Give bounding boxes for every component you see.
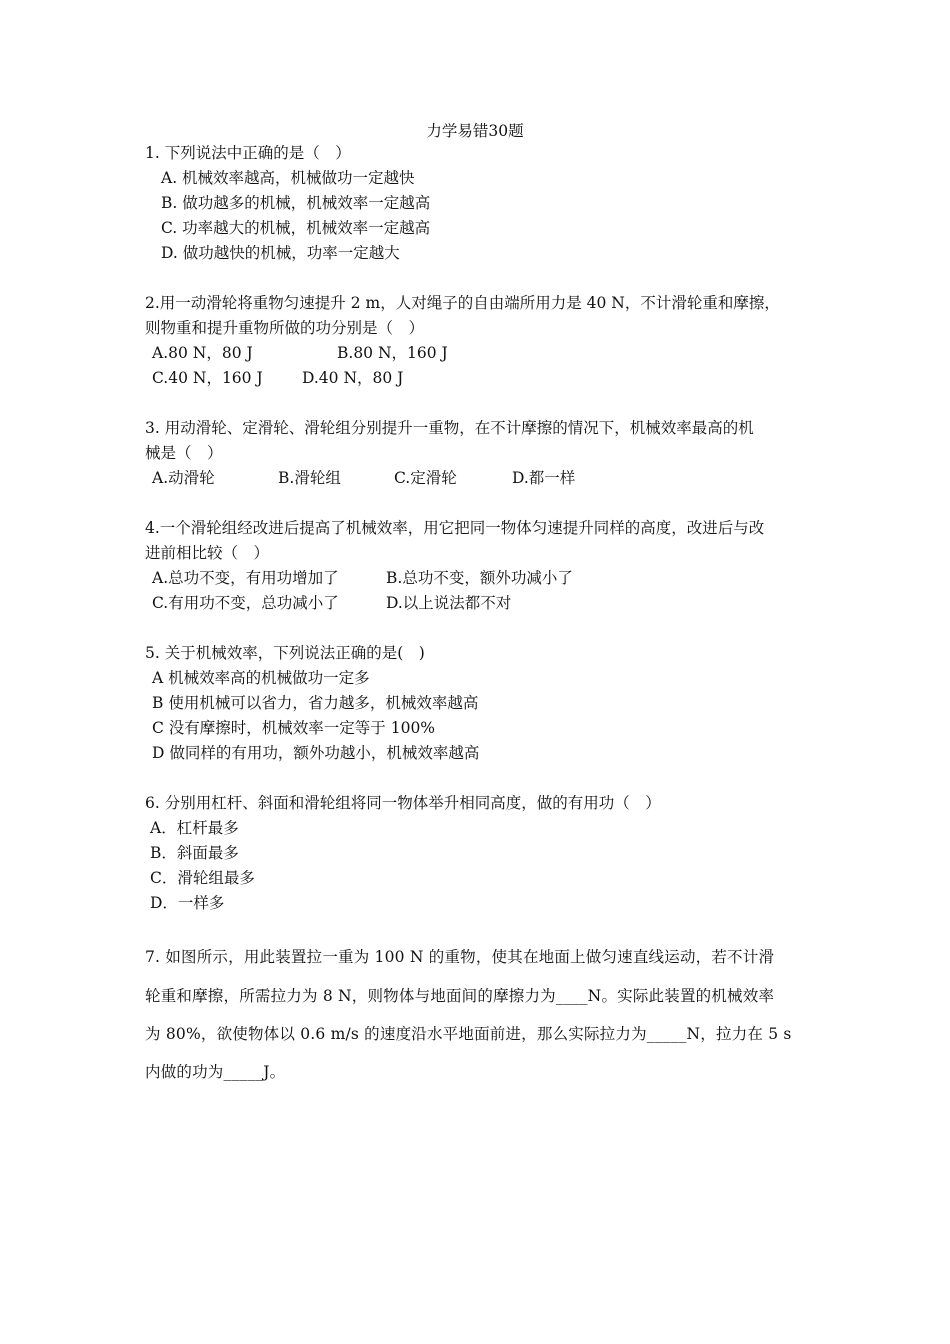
q1-option-a: A. 机械效率越高，机械做功一定越快 [161, 169, 415, 187]
q1-stem: 1. 下列说法中正确的是（ ） [145, 144, 351, 162]
q3-option-d: D.都一样 [512, 469, 576, 487]
q2-option-b: B.80 N，160 J [337, 344, 448, 362]
q2-stem-line-2: 则物重和提升重物所做的功分别是（ ） [145, 319, 425, 337]
q7-line-2: 轮重和摩擦，所需拉力为 8 N，则物体与地面间的摩擦力为____N。实际此装置的机械效率 [145, 987, 775, 1005]
q7-line-3: 为 80%，欲使物体以 0.6 m/s 的速度沿水平地面前进，那么实际拉力为_____N，拉力在 5 s [145, 1025, 792, 1043]
q4-option-d: D.以上说法都不对 [386, 594, 512, 612]
q1-option-d: D. 做功越快的机械，功率一定越大 [161, 244, 400, 262]
q4-stem-line-2: 进前相比较（ ） [145, 544, 270, 562]
q6-option-a: A．杠杆最多 [150, 819, 239, 837]
q5-option-b: B 使用机械可以省力，省力越多，机械效率越高 [152, 694, 479, 712]
q3-option-a: A.动滑轮 [152, 469, 215, 487]
q5-option-d: D 做同样的有用功，额外功越小，机械效率越高 [152, 744, 480, 762]
q2-stem-line-1: 2.用一动滑轮将重物匀速提升 2 m，人对绳子的自由端所用力是 40 N，不计滑轮重和摩擦， [145, 294, 780, 312]
q6-stem: 6. 分别用杠杆、斜面和滑轮组将同一物体举升相同高度，做的有用功（ ） [145, 794, 661, 812]
q6-option-d: D．一样多 [150, 894, 225, 912]
q4-option-b: B.总功不变，额外功减小了 [386, 569, 573, 587]
q2-option-c: C.40 N，160 J [152, 369, 263, 387]
q3-option-b: B.滑轮组 [278, 469, 341, 487]
q4-option-a: A.总功不变，有用功增加了 [152, 569, 339, 587]
q7-line-4: 内做的功为_____J。 [145, 1063, 286, 1081]
q2-option-d: D.40 N，80 J [302, 369, 404, 387]
q5-stem: 5. 关于机械效率，下列说法正确的是( ) [145, 644, 425, 662]
q4-stem-line-1: 4.一个滑轮组经改进后提高了机械效率，用它把同一物体匀速提升同样的高度，改进后与改 [145, 519, 765, 537]
q1-option-c: C. 功率越大的机械，机械效率一定越高 [161, 219, 431, 237]
document-title: 力学易错30题 [426, 122, 524, 140]
q3-stem-line-2: 械是（ ） [145, 444, 223, 462]
q3-option-c: C.定滑轮 [394, 469, 457, 487]
q6-option-c: C．滑轮组最多 [150, 869, 255, 887]
q5-option-a: A 机械效率高的机械做功一定多 [152, 669, 370, 687]
q4-option-c: C.有用功不变，总功减小了 [152, 594, 339, 612]
q3-stem-line-1: 3. 用动滑轮、定滑轮、滑轮组分别提升一重物，在不计摩擦的情况下，机械效率最高的机 [145, 419, 754, 437]
q2-option-a: A.80 N，80 J [152, 344, 253, 362]
q7-line-1: 7. 如图所示，用此装置拉一重为 100 N 的重物，使其在地面上做匀速直线运动，若不计滑 [145, 948, 775, 966]
q1-option-b: B. 做功越多的机械，机械效率一定越高 [161, 194, 431, 212]
q5-option-c: C 没有摩擦时，机械效率一定等于 100% [152, 719, 436, 737]
q6-option-b: B．斜面最多 [150, 844, 239, 862]
